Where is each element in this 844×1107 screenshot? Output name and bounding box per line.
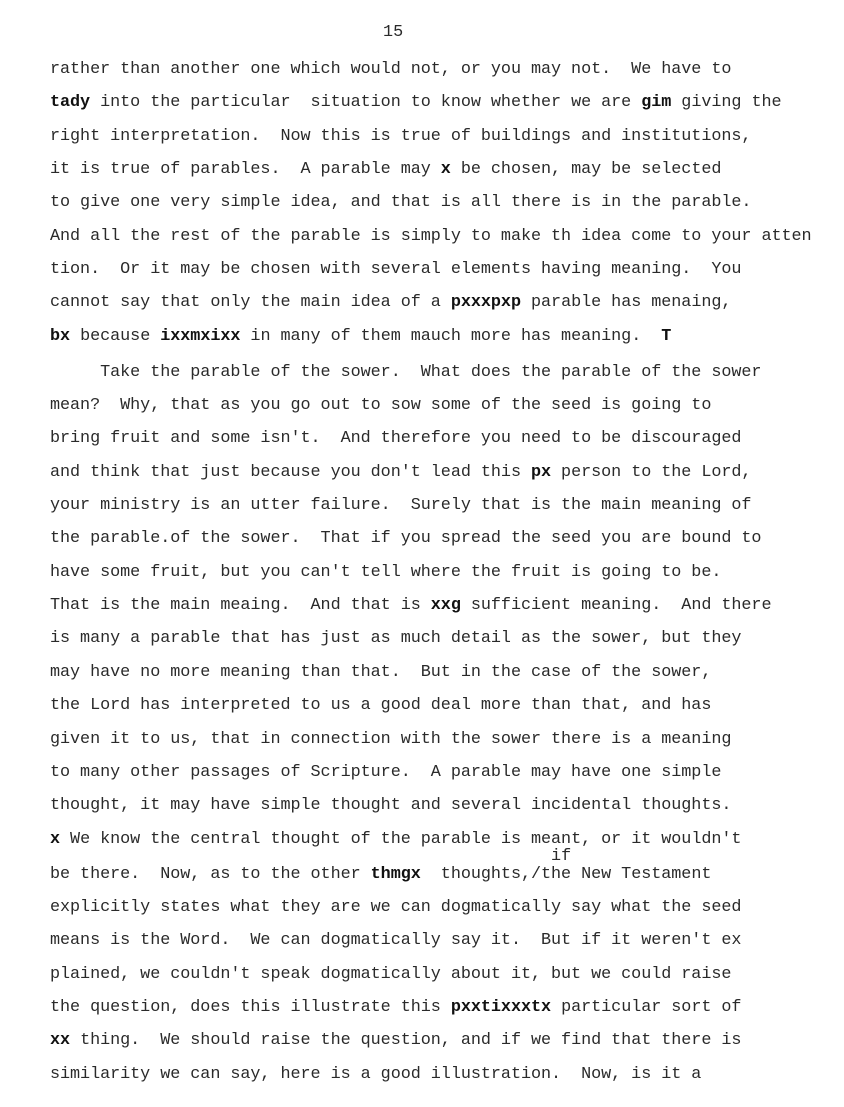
line-text: giving the	[671, 93, 782, 112]
line-text: because	[70, 327, 161, 346]
line-text: right interpretation. Now this is true of buildings and institutions,	[50, 127, 752, 146]
line-text: particular sort of	[551, 998, 742, 1017]
text-line	[50, 999, 741, 1016]
text-line	[50, 161, 721, 178]
line-text: explicitly states what they are we can dogmatically say what the seed	[50, 898, 742, 917]
line-text: thoughts,/the New Testament	[420, 865, 712, 884]
line-text: mean? Why, that as you go out to sow some of the seed is going to	[50, 396, 712, 415]
text-line	[50, 899, 741, 916]
struck-over-text: px	[530, 463, 552, 482]
struck-over-text: x	[50, 830, 61, 849]
text-line	[50, 597, 771, 614]
line-text: the parable.of the sower. That if you spread the seed you are bound to	[50, 529, 762, 548]
text-line	[50, 430, 741, 447]
line-text: it is true of parables. A parable may	[50, 160, 441, 179]
line-text: rather than another one which would not, or you may not. We have to	[50, 60, 732, 79]
line-text: thought, it may have simple thought and several incidental thoughts.	[50, 796, 732, 815]
line-text: the question, does this illustrate this	[50, 998, 451, 1017]
text-line	[50, 530, 761, 547]
text-line	[50, 797, 731, 814]
line-text: your ministry is an utter failure. Surely that is the main meaning of	[50, 496, 752, 515]
line-text: We know the central thought of the parable is meant, or it wouldn't	[60, 830, 742, 849]
line-text: may have no more meaning than that. But in the case of the sower,	[50, 663, 712, 682]
text-line	[50, 1066, 701, 1083]
struck-over-text: pxxtixxxtx	[450, 998, 552, 1017]
page-number: 15	[383, 23, 404, 42]
line-text: in many of them mauch more has meaning.	[240, 327, 662, 346]
text-line	[50, 194, 751, 211]
line-text: to many other passages of Scripture. A parable may have one simple	[50, 763, 722, 782]
struck-over-text: xx	[50, 1031, 71, 1050]
text-line	[50, 128, 751, 145]
text-line	[50, 328, 671, 345]
text-line	[50, 764, 721, 781]
interlinear-insertion: if	[551, 847, 572, 866]
line-text: That is the main meaing. And that is	[50, 596, 431, 615]
text-line	[50, 228, 812, 245]
text-line	[50, 966, 731, 983]
line-text: is many a parable that has just as much detail as the sower, but they	[50, 629, 742, 648]
text-line	[50, 564, 721, 581]
line-text: have some fruit, but you can't tell where the fruit is going to be.	[50, 563, 722, 582]
text-line	[50, 831, 741, 848]
text-line	[50, 464, 751, 481]
text-line	[50, 61, 731, 78]
line-text: thing. We should raise the question, and if we find that there is	[70, 1031, 742, 1050]
text-line	[50, 397, 711, 414]
line-text: plained, we couldn't speak dogmatically about it, but we could raise	[50, 965, 732, 984]
line-text: Take the parable of the sower. What does the parable of the sower	[50, 363, 762, 382]
struck-over-text: bx	[50, 327, 71, 346]
line-text: to give one very simple idea, and that is all there is in the parable.	[50, 193, 752, 212]
struck-over-text: gim	[641, 93, 672, 112]
struck-over-text: thmgx	[370, 865, 421, 884]
text-line	[50, 364, 761, 381]
line-text: given it to us, that in connection with the sower there is a meaning	[50, 730, 732, 749]
struck-over-text: T	[661, 327, 672, 346]
text-line	[50, 630, 741, 647]
line-text: person to the Lord,	[551, 463, 752, 482]
struck-over-text: x	[440, 160, 451, 179]
line-text: parable has menaing,	[520, 293, 732, 312]
struck-over-text: ixxmxixx	[160, 327, 241, 346]
line-text: tion. Or it may be chosen with several elements having meaning. You	[50, 260, 742, 279]
text-line	[50, 866, 711, 883]
text-line	[50, 261, 741, 278]
struck-over-text: xxg	[430, 596, 461, 615]
line-text: the Lord has interpreted to us a good deal more than that, and has	[50, 696, 712, 715]
line-text: be chosen, may be selected	[450, 160, 722, 179]
line-text: be there. Now, as to the other	[50, 865, 371, 884]
line-text: similarity we can say, here is a good illustration. Now, is it a	[50, 1065, 702, 1084]
text-line	[50, 697, 711, 714]
text-line	[50, 731, 731, 748]
text-line	[50, 932, 741, 949]
text-line	[50, 497, 751, 514]
text-line	[50, 294, 731, 311]
line-text: cannot say that only the main idea of a	[50, 293, 451, 312]
line-text: bring fruit and some isn't. And therefore you need to be discouraged	[50, 429, 742, 448]
text-line	[50, 664, 711, 681]
struck-over-text: tady	[50, 93, 91, 112]
line-text: into the particular situation to know whether we are	[90, 93, 642, 112]
line-text: And all the rest of the parable is simply to make th idea come to your atten	[50, 227, 812, 246]
line-text: sufficient meaning. And there	[460, 596, 772, 615]
text-line	[50, 1032, 741, 1049]
line-text: means is the Word. We can dogmatically say it. But if it weren't ex	[50, 931, 742, 950]
struck-over-text: pxxxpxp	[450, 293, 521, 312]
text-line	[50, 94, 782, 111]
line-text: and think that just because you don't lead this	[50, 463, 531, 482]
